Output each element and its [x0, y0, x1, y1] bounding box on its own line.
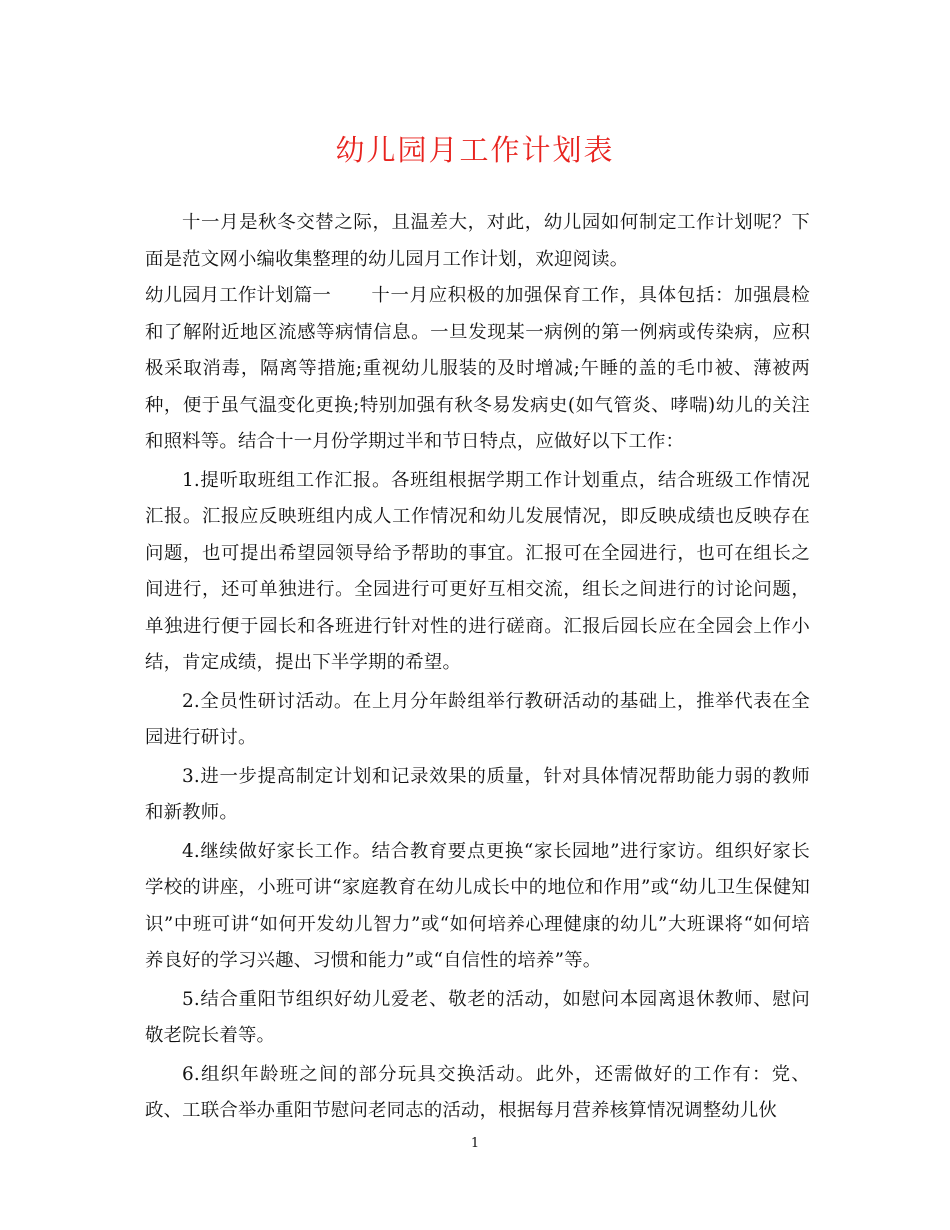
list-item: 3.进一步提高制定计划和记录效果的质量，针对具体情况帮助能力弱的教师和新教师。	[145, 765, 810, 823]
document-title: 幼儿园月工作计划表	[335, 133, 615, 167]
list-item: 1.提听取班组工作汇报。各班组根据学期工作计划重点，结合班级工作情况汇报。汇报应反映班组内成人工作情况和幼儿发展情况，即反映成绩也反映存在问题，也可提出希望园领导给予帮助的事宜。汇报可在全园进行，也可在组长之间进行，还可单独进行。全园进行可更好互相交流，组长之间进行的讨论问题，单独进行便于园长和各班进行针对性的进行磋商。汇报后园长应在全园会上作小结，肯定成绩，提出下半学期的希望。	[145, 469, 810, 673]
list-item: 6.组织年龄班之间的部分玩具交换活动。此外，还需做好的工作有：党、政、工联合举办重阳节慰问老同志的活动，根据每月营养核算情况调整幼儿伙	[145, 1063, 810, 1121]
list-item: 4.继续做好家长工作。结合教育要点更换“家长园地”进行家访。组织好家长学校的讲座，小班可讲“家庭教育在幼儿成长中的地位和作用”或“幼儿卫生保健知识”中班可讲“如何开发幼儿智力”或“如何培养心理健康的幼儿”大班课将“如何培养良好的学习兴趣、习惯和能力”或“自信性的培养”等。	[145, 840, 810, 971]
list-item: 5.结合重阳节组织好幼儿爱老、敬老的活动，如慰问本园离退休教师、慰问敬老院长着等。	[145, 988, 810, 1046]
list-item: 2.全员性研讨活动。在上月分年龄组举行教研活动的基础上，推举代表在全园进行研讨。	[145, 690, 810, 748]
intro-paragraph: 十一月是秋冬交替之际，且温差大，对此，幼儿园如何制定工作计划呢？下面是范文网小编收集整理的幼儿园月工作计划，欢迎阅读。	[145, 212, 810, 270]
section-label: 幼儿园月工作计划篇一	[145, 285, 331, 306]
section-text: 十一月应积极的加强保育工作，具体包括：加强晨检和了解附近地区流感等病情信息。一旦发现某一病例的第一例病或传染病，应积极采取消毒，隔离等措施;重视幼儿服装的及时增减;午睡的盖的毛巾被、薄被两种，便于虽气温变化更换;特别加强有秋冬易发病史(如气管炎、哮喘)幼儿的关注和照料等。结合十一月份学期过半和节日特点，应做好以下工作：	[145, 285, 810, 452]
section-paragraph	[145, 278, 810, 461]
page-number: 1	[470, 1136, 480, 1151]
document-body	[145, 205, 810, 1130]
